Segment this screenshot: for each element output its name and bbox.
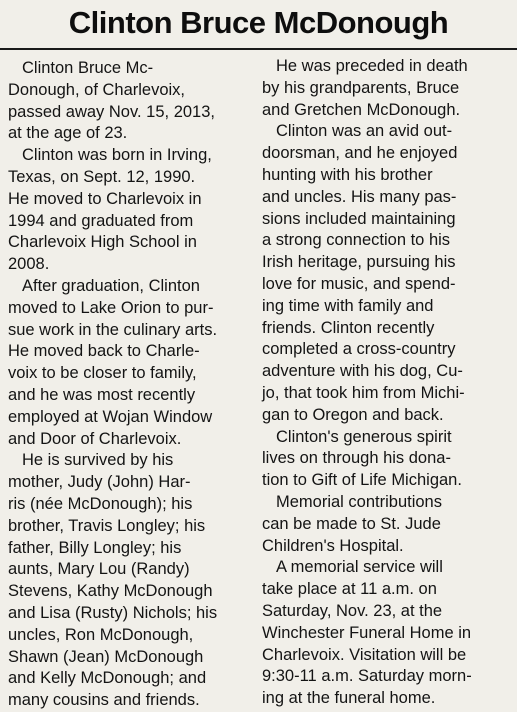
text-line: He moved to Charlevoix in (8, 189, 202, 208)
text-line: love for music, and spend- (262, 274, 456, 293)
obituary-paragraph (262, 121, 502, 426)
text-line: He was preceded in death (276, 57, 468, 75)
text-line: Texas, on Sept. 12, 1990. (8, 167, 196, 186)
text-line: uncles, Ron McDonough, (8, 625, 194, 644)
text-line: a strong connection to his (262, 231, 451, 250)
text-line: brother, Travis Longley; his (8, 516, 206, 535)
text-line: Donough, of Charlevoix, (8, 80, 186, 99)
obituary-paragraph (262, 427, 502, 492)
text-line: Charlevoix High School in (8, 233, 197, 252)
text-line: ing time with family and (262, 296, 434, 315)
obituary-paragraph (262, 56, 502, 121)
text-line: Clinton was an avid out- (276, 122, 453, 141)
text-line: and Door of Charlevoix. (8, 429, 182, 448)
text-line: and he was most recently (8, 385, 196, 404)
text-line: Charlevoix. Visitation will be (262, 645, 467, 664)
text-line: He moved back to Charle- (8, 342, 200, 361)
text-line: sue work in the culinary arts. (8, 320, 218, 339)
text-line: passed away Nov. 15, 2013, (8, 102, 215, 121)
obituary-paragraph (8, 145, 248, 276)
obituary-paragraph (8, 450, 248, 712)
text-line: Winchester Funeral Home in (262, 623, 472, 642)
text-line: and Lisa (Rusty) Nichols; his (8, 603, 218, 622)
text-line: ing at the funeral home. (262, 689, 436, 708)
text-line: tion to Gift of Life Michigan. (262, 471, 462, 490)
text-line: lives on through his dona- (262, 449, 451, 468)
text-line: and uncles. His many pas- (262, 187, 457, 206)
text-line: Stevens, Kathy McDonough (8, 582, 213, 601)
text-line: Clinton's generous spirit (276, 427, 452, 446)
text-line: adventure with his dog, Cu- (262, 362, 463, 381)
text-line: at the age of 23. (8, 124, 128, 143)
text-line: can be made to St. Jude (262, 514, 441, 533)
text-line: 1994 and graduated from (8, 211, 194, 230)
text-line: Memorial contributions (276, 492, 442, 511)
obituary-paragraph (8, 58, 248, 145)
text-line: father, Billy Longley; his (8, 538, 182, 557)
text-line: and Gretchen McDonough. (262, 100, 461, 119)
text-line: ris (née McDonough); his (8, 494, 193, 513)
obituary-paragraph (8, 276, 248, 450)
obituary-headline: Clinton Bruce McDonough (68, 5, 449, 40)
text-line: 2008. (8, 255, 50, 274)
text-line: friends. Clinton recently (262, 318, 435, 337)
obituary-paragraph (262, 557, 502, 710)
text-line: Clinton Bruce Mc- (22, 59, 154, 77)
text-line: mother, Judy (John) Har- (8, 473, 191, 492)
headline-rule (0, 48, 517, 50)
text-line: by his grandparents, Bruce (262, 78, 460, 97)
text-line: many cousins and friends. (8, 691, 200, 710)
text-line: gan to Oregon and back. (262, 405, 444, 424)
text-line: Irish heritage, pursuing his (262, 253, 456, 272)
text-line: aunts, Mary Lou (Randy) (8, 560, 190, 579)
right-column (262, 56, 502, 710)
obituary-paragraph (262, 492, 502, 557)
text-line: and Kelly McDonough; and (8, 669, 207, 688)
left-column (8, 58, 248, 712)
text-line: hunting with his brother (262, 165, 433, 184)
text-line: Clinton was born in Irving, (22, 146, 212, 165)
text-line: doorsman, and he enjoyed (262, 144, 458, 163)
text-line: After graduation, Clinton (22, 276, 200, 295)
text-line: jo, that took him from Michi- (262, 383, 465, 402)
text-line: He is survived by his (22, 451, 174, 470)
text-line: employed at Wojan Window (8, 407, 213, 426)
text-line: voix to be closer to family, (8, 364, 197, 383)
text-line: 9:30-11 a.m. Saturday morn- (262, 667, 472, 686)
text-line: completed a cross-country (262, 340, 456, 359)
text-line: Children's Hospital. (262, 536, 404, 555)
text-line: moved to Lake Orion to pur- (8, 298, 214, 317)
text-line: take place at 11 a.m. on (262, 580, 437, 599)
text-line: A memorial service will (276, 558, 443, 577)
text-line: Shawn (Jean) McDonough (8, 647, 204, 666)
text-line: Saturday, Nov. 23, at the (262, 601, 443, 620)
text-line: sions included maintaining (262, 209, 456, 228)
